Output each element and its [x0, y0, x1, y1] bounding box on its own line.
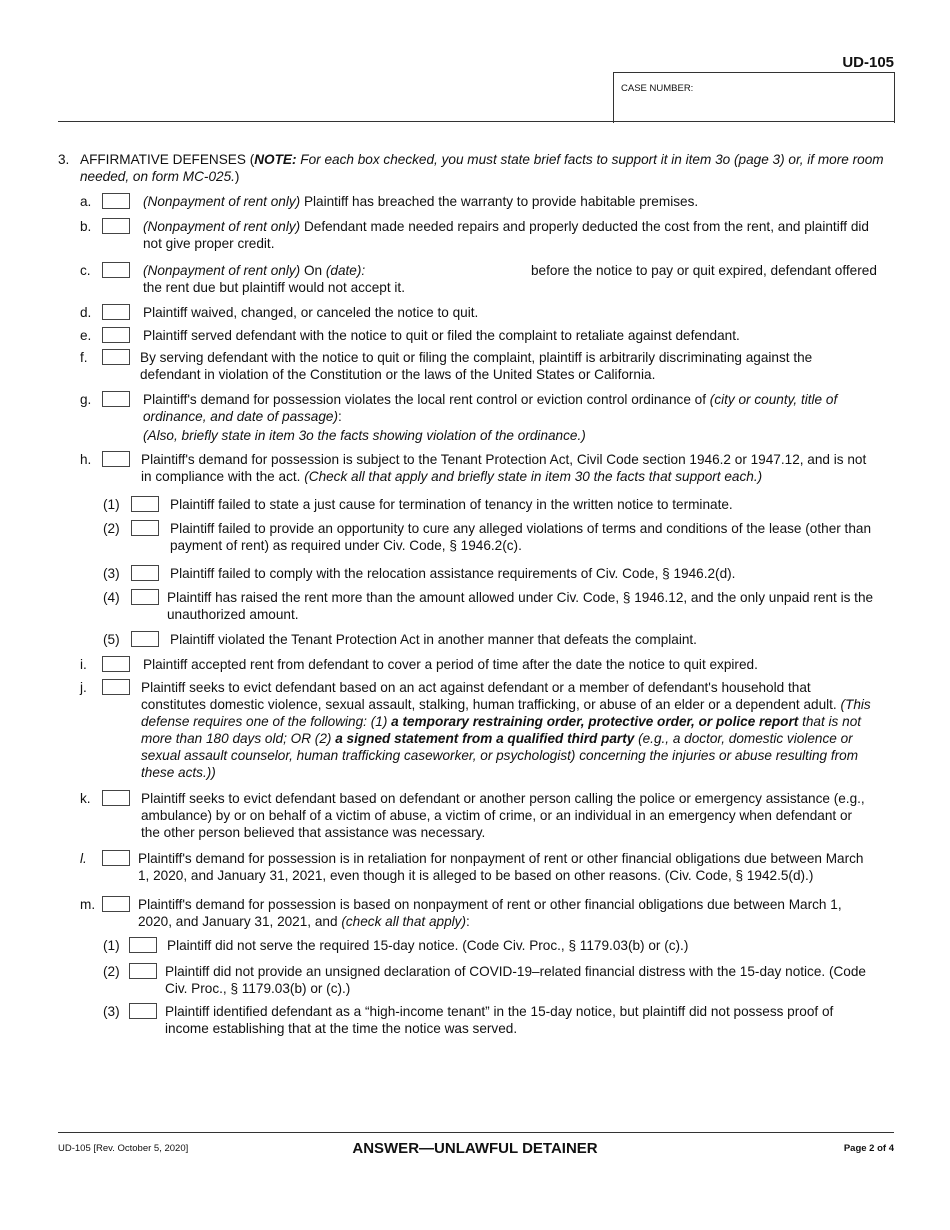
item-h-text-line2: in compliance with the act. (Check all that apply and briefly state in item 30 the facts that support each.): [141, 469, 763, 484]
close-paren: ): [234, 169, 240, 184]
item-h3-text: Plaintiff failed to comply with the relocation assistance requirements of Civ. Code, § 1946.2(d).: [170, 566, 736, 581]
item-g-text: Plaintiff's demand for possession violates the local rent control or eviction control ordinance of (city or county, title of: [143, 392, 838, 407]
item-m-line1: Plaintiff's demand for possession is based on nonpayment of rent or other financial obligations due between March 1,: [138, 897, 842, 912]
item-k-line1: Plaintiff seeks to evict defendant based on defendant or another person calling the police or emergency assistance (e.g.,: [141, 791, 865, 806]
footer-revision: UD-105 [Rev. October 5, 2020]: [58, 1143, 189, 1154]
item-h3-checkbox[interactable]: [131, 565, 159, 581]
item-h4-checkbox[interactable]: [131, 589, 159, 605]
item-m-label: m.: [80, 897, 96, 912]
note-label: NOTE:: [254, 152, 297, 167]
item-a-label: a.: [80, 194, 92, 209]
item-h5-text: Plaintiff violated the Tenant Protection Act in another manner that defeats the complaint.: [170, 632, 697, 647]
item-m-line2: 2020, and January 31, 2021, and (check all that apply):: [138, 914, 470, 929]
item-b-label: b.: [80, 219, 92, 234]
item-h-checkbox[interactable]: [102, 451, 130, 467]
footer-title: ANSWER—UNLAWFUL DETAINER: [352, 1140, 598, 1157]
item-m2-label: (2): [103, 964, 120, 979]
case-number-box[interactable]: [613, 72, 895, 123]
footer-page: Page 2 of 4: [843, 1143, 894, 1154]
item-j-line5: sexual assault counselor, human trafficking caseworker, or psychologist) concerning the injuries or abuse resulting from: [141, 748, 859, 763]
item-f-text: By serving defendant with the notice to quit or filing the complaint, plaintiff is arbitrarily discriminating against the: [140, 350, 813, 365]
item-j-line1: Plaintiff seeks to evict defendant based on an act against defendant or a member of defendant's household that: [141, 680, 811, 695]
item-b-text-line2: not give proper credit.: [143, 236, 275, 251]
item-h2-text-line2: payment of rent) as required under Civ. Code, § 1946.2(c).: [170, 538, 522, 553]
item-h4-text-line2: unauthorized amount.: [167, 607, 299, 622]
item-i-label: i.: [80, 657, 87, 672]
item-h4-label: (4): [103, 590, 120, 605]
item-m2-text-line2: Civ. Proc., § 1179.03(b) or (c).): [165, 981, 351, 996]
item-g-text-line2: ordinance, and date of passage):: [143, 409, 342, 424]
item-b-checkbox[interactable]: [102, 218, 130, 234]
item-g-checkbox[interactable]: [102, 391, 130, 407]
item-i-text: Plaintiff accepted rent from defendant to cover a period of time after the date the notice to quit expired.: [143, 657, 758, 672]
item-c-text: (Nonpayment of rent only) On (date):: [143, 263, 366, 278]
item-l-label: l.: [80, 851, 87, 866]
item-k-label: k.: [80, 791, 91, 806]
item-j-line2: constitutes domestic violence, sexual assault, stalking, human trafficking, or abuse of an elder or a dependent adult. (This: [141, 697, 871, 712]
item-m1-checkbox[interactable]: [129, 937, 157, 953]
item-l-checkbox[interactable]: [102, 850, 130, 866]
item-g-note: (Also, briefly state in item 3o the facts showing violation of the ordinance.): [143, 428, 586, 443]
item-m2-text: Plaintiff did not provide an unsigned declaration of COVID-19–related financial distress with the 15-day notice. (Code: [165, 964, 866, 979]
item-m2-checkbox[interactable]: [129, 963, 157, 979]
item-k-line2: ambulance) by or on behalf of a victim of abuse, a victim of crime, or an individual in an emergency when defendant or: [141, 808, 853, 823]
item-m3-text: Plaintiff identified defendant as a “high-income tenant” in the 15-day notice, but plaintiff did not possess proof of: [165, 1004, 834, 1019]
item-h4-text: Plaintiff has raised the rent more than the amount allowed under Civ. Code, § 1946.12, and the only unpaid rent is the: [167, 590, 874, 605]
item-f-text-line2: defendant in violation of the Constitution or the laws of the United States or California.: [140, 367, 656, 382]
item-f-checkbox[interactable]: [102, 349, 130, 365]
item-h2-text: Plaintiff failed to provide an opportunity to cure any alleged violations of terms and conditions of the lease (other than: [170, 521, 872, 536]
item-j-line6: these acts.)): [141, 765, 216, 780]
note-text: For each box checked, you must state brief facts to support it in item 3o (page 3) or, if more room needed, on form MC-025.: [80, 152, 884, 184]
item-k-line3: the other person believed that assistance was necessary.: [141, 825, 486, 840]
item-c-text-line2: the rent due but plaintiff would not accept it.: [143, 280, 405, 295]
item-g-label: g.: [80, 392, 92, 407]
item-d-label: d.: [80, 305, 92, 320]
item-m1-text: Plaintiff did not serve the required 15-day notice. (Code Civ. Proc., § 1179.03(b) or (c).): [167, 938, 689, 953]
item-k-checkbox[interactable]: [102, 790, 130, 806]
item-h1-text: Plaintiff failed to state a just cause for termination of tenancy in the written notice to terminate.: [170, 497, 733, 512]
item-j-line3: defense requires one of the following: (1) a temporary restraining order, protective order, or police report that is not: [141, 714, 862, 729]
header-rule: [58, 121, 894, 122]
item-j-checkbox[interactable]: [102, 679, 130, 695]
item-h2-label: (2): [103, 521, 120, 536]
item-e-checkbox[interactable]: [102, 327, 130, 343]
item-e-text: Plaintiff served defendant with the notice to quit or filed the complaint to retaliate against defendant.: [143, 328, 740, 343]
item-l-line1: Plaintiff's demand for possession is in retaliation for nonpayment of rent or other financial obligations due between March: [138, 851, 864, 866]
item-m1-label: (1): [103, 938, 120, 953]
footer-rule: [58, 1132, 894, 1133]
item-d-text: Plaintiff waived, changed, or canceled the notice to quit.: [143, 305, 479, 320]
item-c-label: c.: [80, 263, 91, 278]
item-h2-checkbox[interactable]: [131, 520, 159, 536]
item-j-line4: more than 180 days old; OR (2) a signed statement from a qualified third party (e.g., a doctor, domestic violence or: [141, 731, 853, 746]
item-h1-checkbox[interactable]: [131, 496, 159, 512]
item-b-text: (Nonpayment of rent only) Defendant made needed repairs and properly deducted the cost from the rent, and plaintiff did: [143, 219, 869, 234]
item-c-text-right: before the notice to pay or quit expired, defendant offered: [531, 263, 877, 278]
item-c-checkbox[interactable]: [102, 262, 130, 278]
item-l-line2: 1, 2020, and January 31, 2021, even though it is alleged to be based on other reasons. (Civ. Code, § 1942.5(d).): [138, 868, 814, 883]
item-h-label: h.: [80, 452, 92, 467]
item-e-label: e.: [80, 328, 92, 343]
item-i-checkbox[interactable]: [102, 656, 130, 672]
item-a-checkbox[interactable]: [102, 193, 130, 209]
item-h3-label: (3): [103, 566, 120, 581]
item-m-checkbox[interactable]: [102, 896, 130, 912]
section-title: AFFIRMATIVE DEFENSES (: [80, 152, 255, 167]
item-a-text: (Nonpayment of rent only) Plaintiff has breached the warranty to provide habitable premises.: [143, 194, 699, 209]
case-number-label: CASE NUMBER:: [621, 83, 694, 94]
item-h5-label: (5): [103, 632, 120, 647]
item-d-checkbox[interactable]: [102, 304, 130, 320]
item-h1-label: (1): [103, 497, 120, 512]
item-f-label: f.: [80, 350, 88, 365]
section-heading: [80, 151, 895, 185]
item-m3-checkbox[interactable]: [129, 1003, 157, 1019]
item-j-label: j.: [80, 680, 87, 695]
form-id: UD-105: [842, 54, 894, 71]
item-m3-label: (3): [103, 1004, 120, 1019]
item-m3-text-line2: income establishing that at the time the notice was served.: [165, 1021, 518, 1036]
item-h5-checkbox[interactable]: [131, 631, 159, 647]
section-number: 3.: [58, 152, 70, 167]
item-h-text: Plaintiff's demand for possession is subject to the Tenant Protection Act, Civil Code section 1946.2 or 1947.12, and is not: [141, 452, 867, 467]
